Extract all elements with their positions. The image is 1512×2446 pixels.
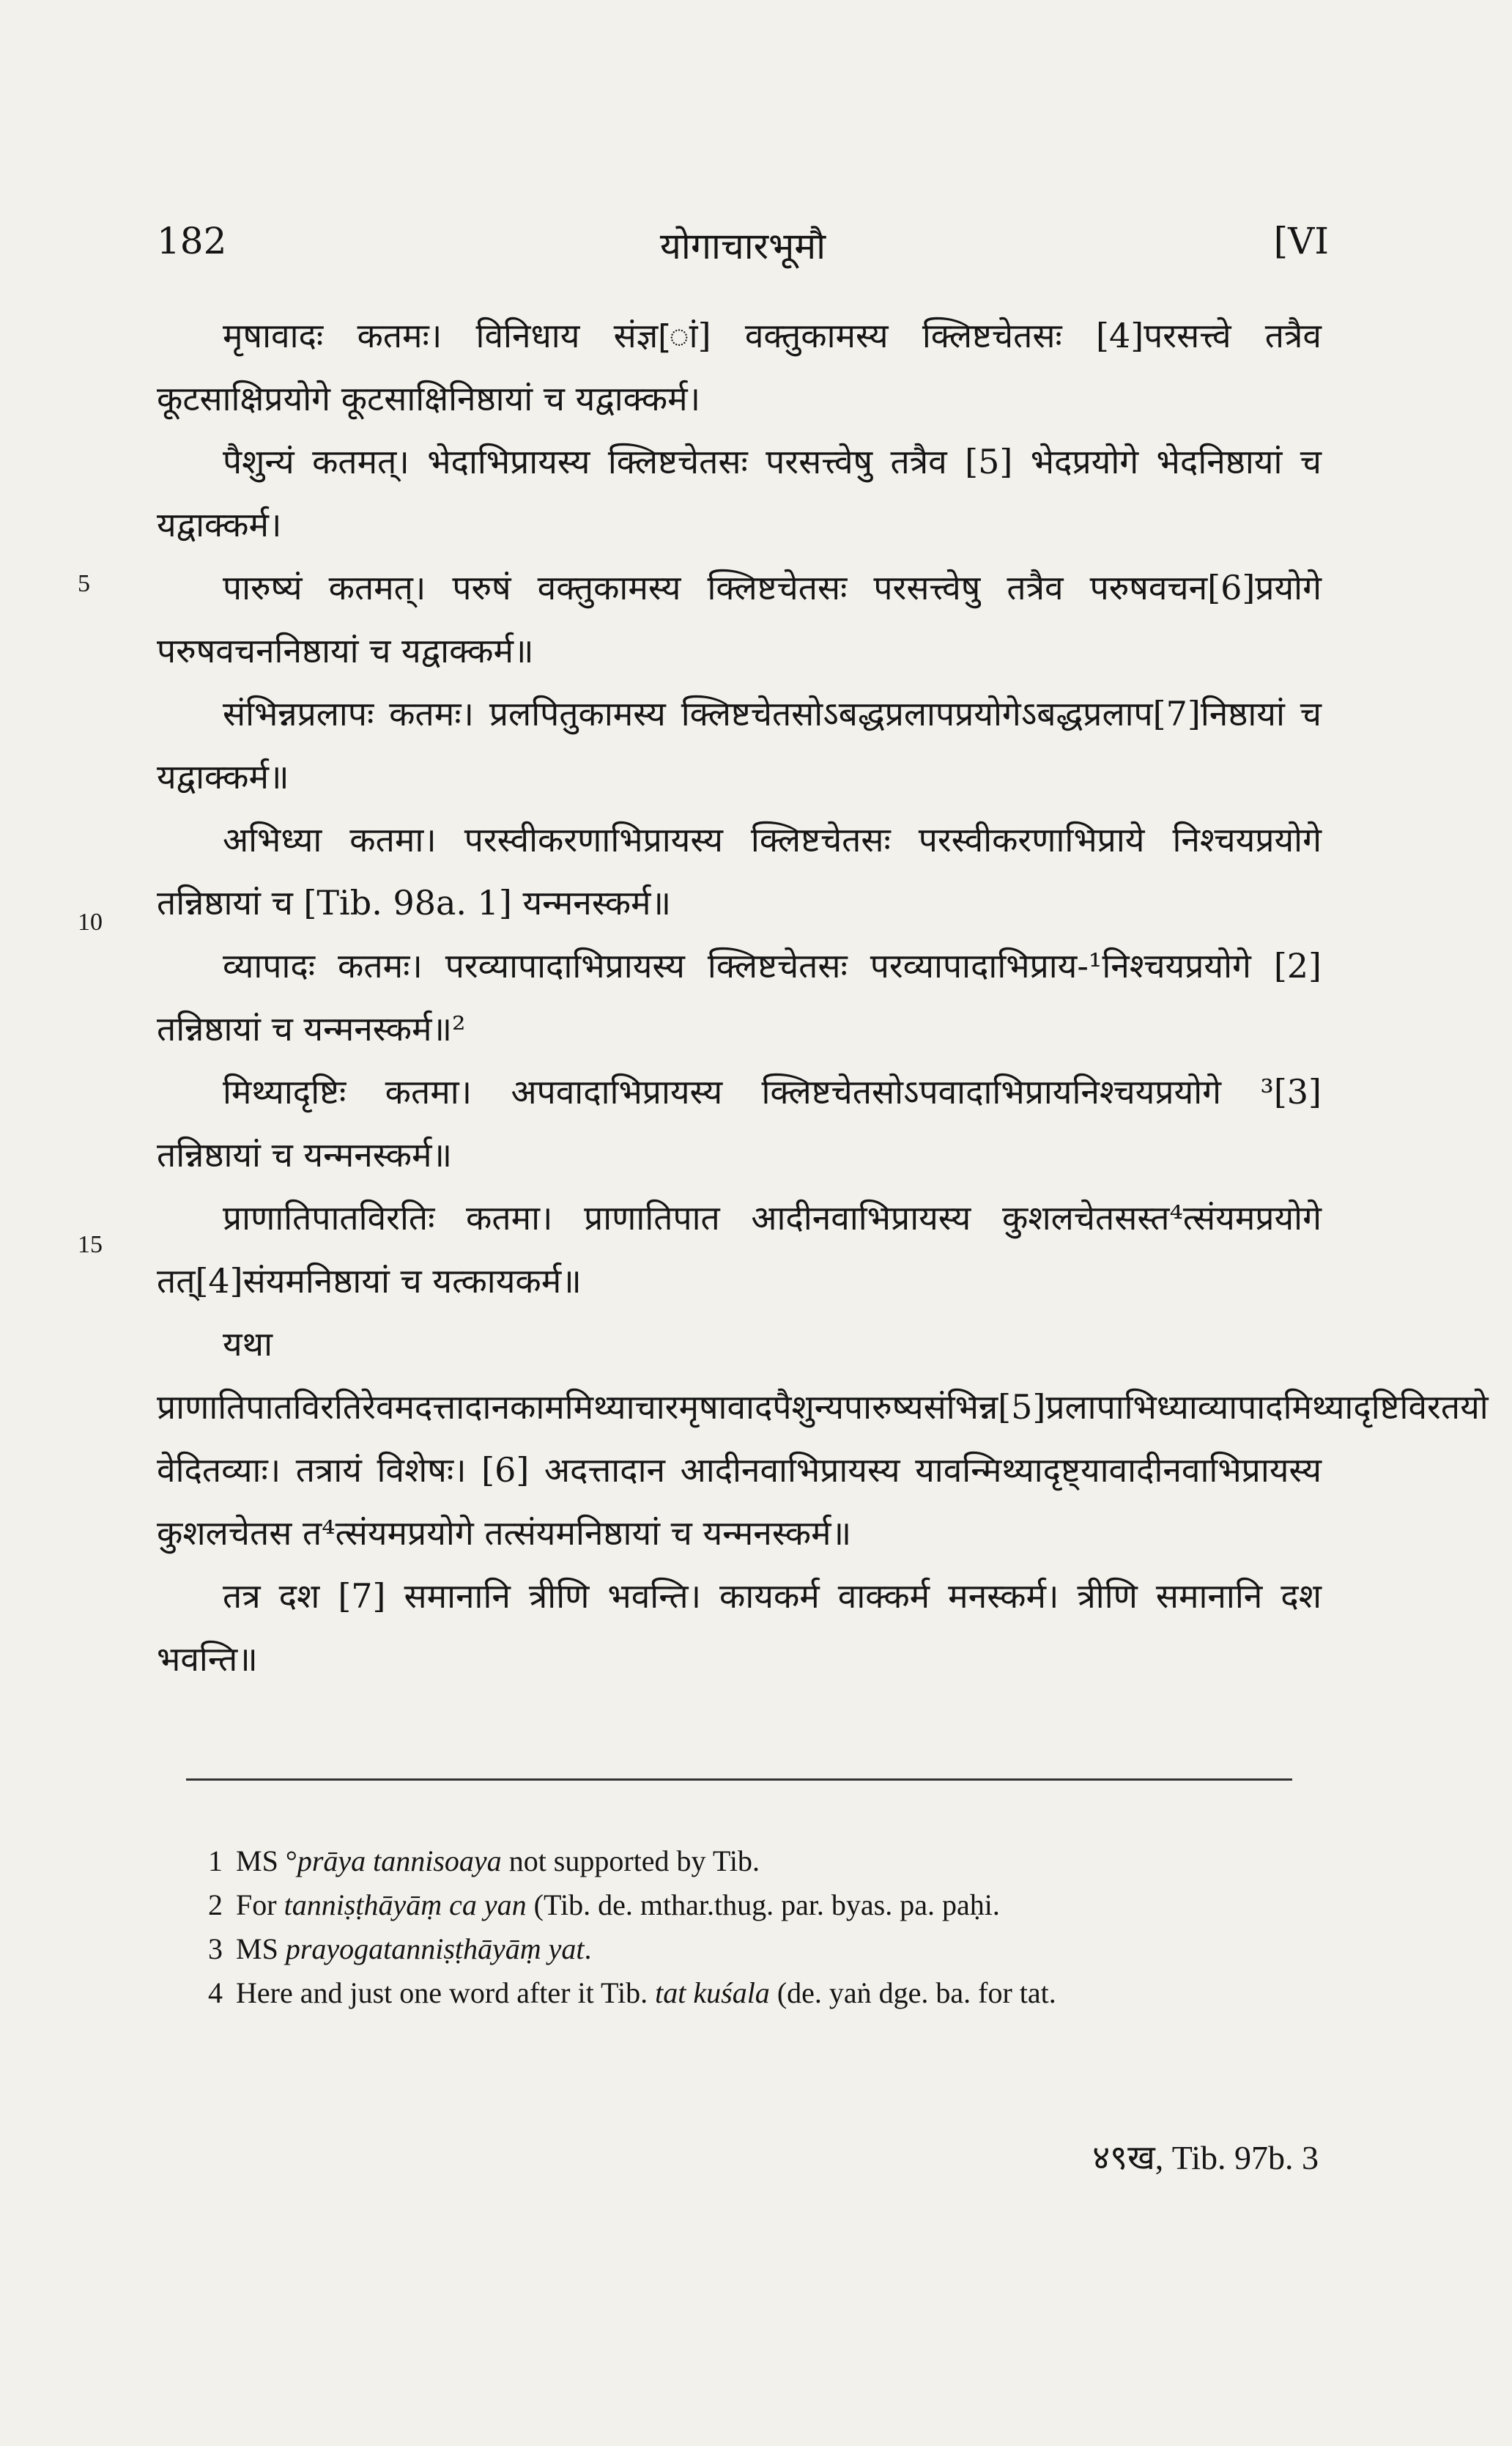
paragraph-tatra-dasa: तत्र दश [7] समानानि त्रीणि भवन्ति। कायकर्म वाक्कर्म मनस्कर्म। त्रीणि समानानि दश भवन्ति॥	[157, 1576, 1322, 1679]
paragraph-parusya: पारुष्यं कतमत्। परुषं वक्तुकामस्य क्लिष्टचेतसः परसत्त्वेषु तत्रैव परुषवचन[6]प्रयोगे परुषवचननिष्ठायां च यद्वाक्कर्म॥	[157, 568, 1322, 670]
footnote-text: For	[236, 1888, 284, 1921]
folio-signature: ४९ख, Tib. 97b. 3	[1092, 2139, 1319, 2176]
paragraph-pranatipata-virati: प्राणातिपातविरतिः कतमा। प्राणातिपात आदीनवाभिप्रायस्य कुशलचेतसस्त⁴त्संयमप्रयोगे तत्[4]संयमनिष्ठायां च यत्कायकर्म॥	[157, 1198, 1322, 1301]
running-title: योगाचारभूमौ	[659, 225, 826, 267]
footnote-number: 1	[208, 1844, 223, 1877]
paragraph-sambhinnapralapa: संभिन्नप्रलापः कतमः। प्रलपितुकामस्य क्लिष्टचेतसोऽबद्धप्रलापप्रयोगेऽबद्धप्रलाप[7]निष्ठायां च यद्वाक्कर्म॥	[157, 694, 1322, 797]
line-number-5: 5	[78, 570, 90, 597]
footnote-number: 2	[208, 1888, 223, 1921]
footnote	[157, 1883, 1322, 1927]
footnote-number: 4	[208, 1976, 223, 2009]
footnote	[157, 1927, 1322, 1971]
footnotes	[157, 1839, 1322, 2015]
line-number-10: 10	[78, 909, 103, 936]
footnote	[157, 1971, 1322, 2015]
main-text	[157, 304, 1489, 1691]
paragraph-vyapada: व्यापादः कतमः। परव्यापादाभिप्रायस्य क्लिष्टचेतसः परव्यापादाभिप्राय-¹निश्चयप्रयोगे [2] तन्निष्ठायां च यन्मनस्कर्म॥²	[157, 946, 1322, 1049]
paragraph-mrsavada: मृषावादः कतमः। विनिधाय संज्ञ[ां] वक्तुकामस्य क्लिष्टचेतसः [4]परसत्त्वे तत्रैव कूटसाक्षिप्रयोगे कूटसाक्षिनिष्ठायां च यद्वाक्कर्म।	[157, 316, 1322, 418]
paragraph-paisunya: पैशुन्यं कतमत्। भेदाभिप्रायस्य क्लिष्टचेतसः परसत्त्वेषु तत्रैव [5] भेदप्रयोगे भेदनिष्ठायां च यद्वाक्कर्म।	[157, 442, 1322, 544]
footnote-italic: tat kuśala	[655, 1976, 770, 2009]
footnote-text: MS °	[236, 1844, 297, 1877]
footnote-text: not supported by Tib.	[501, 1844, 760, 1877]
page-number: 182	[157, 220, 227, 262]
footnote-italic: tanniṣṭhāyāṃ ca yan	[284, 1888, 527, 1921]
footnote-text: Here and just one word after it Tib.	[236, 1976, 656, 2009]
footnote-text: MS	[236, 1932, 286, 1965]
footnote-text: (Tib. de. mthar.thug. par. byas. pa. paḥi.	[526, 1888, 1000, 1921]
footnote-number: 3	[208, 1932, 223, 1965]
page-header	[157, 220, 1329, 278]
paragraph-abhidhya: अभिध्या कतमा। परस्वीकरणाभिप्रायस्य क्लिष्टचेतसः परस्वीकरणाभिप्राये निश्चयप्रयोगे तन्निष्ठायां च [Tib. 98a. 1] यन्मनस्कर्म॥	[157, 820, 1322, 923]
footnote-text: .	[584, 1932, 592, 1965]
footnote	[157, 1839, 1322, 1883]
footnote-text: (de. yaṅ dge. ba. for tat.	[769, 1976, 1056, 2009]
line-number-15: 15	[78, 1231, 103, 1258]
section-marker: [VI	[1273, 220, 1329, 262]
paragraph-yatha: यथा प्राणातिपातविरतिरेवमदत्तादानकाममिथ्याचारमृषावादपैशुन्यपारुष्यसंभिन्न[5]प्रलापाभिध्याव्यापादमिथ्यादृष्टिविरतयो वेदितव्याः। तत्रायं विशेषः। [6] अदत्तादान आदीनवाभिप्रायस्य यावन्मिथ्यादृष्ट्यावादीनवाभिप्रायस्य कुशलचेतस त⁴त्संयमप्रयोगे तत्संयमनिष्ठायां च यन्मनस्कर्म॥	[157, 1324, 1489, 1553]
footnote-italic: prayogatanniṣṭhāyāṃ yat	[285, 1932, 585, 1965]
paragraph-mithyadrsti: मिथ्यादृष्टिः कतमा। अपवादाभिप्रायस्य क्लिष्टचेतसोऽपवादाभिप्रायनिश्चयप्रयोगे ³[3] तन्निष्ठायां च यन्मनस्कर्म॥	[157, 1072, 1322, 1175]
footnote-divider	[186, 1778, 1292, 1781]
footnote-italic: prāya tannisoaya	[297, 1844, 502, 1877]
